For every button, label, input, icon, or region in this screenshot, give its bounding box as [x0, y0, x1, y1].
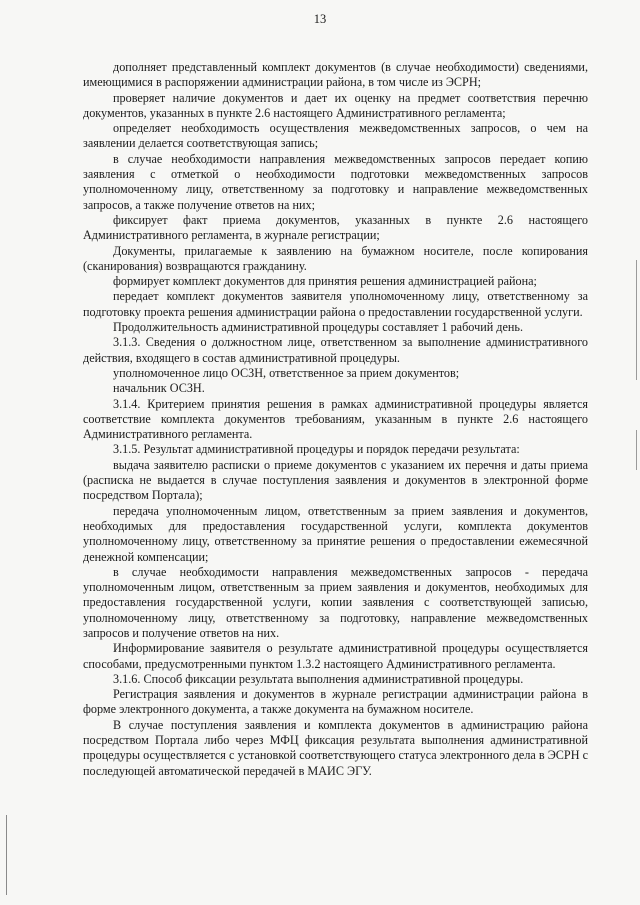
paragraph: выдача заявителю расписки о приеме документов с указанием их перечня и даты приема (расписка не выдается в случае поступления заявления и документов в электронной форме посредством Портала); [83, 457, 588, 503]
paragraph: Документы, прилагаемые к заявлению на бумажном носителе, после копирования (сканирования) возвращаются гражданину. [83, 243, 588, 273]
paragraph: Информирование заявителя о результате административной процедуры осуществляется способами, предусмотренными пунктом 1.3.2 настоящего Административного регламента. [83, 641, 588, 671]
paragraph: фиксирует факт приема документов, указанных в пункте 2.6 настоящего Административного регламента, в журнале регистрации; [83, 212, 588, 243]
document-body [83, 60, 588, 779]
paragraph: проверяет наличие документов и дает их оценку на предмет соответствия перечню документов, указанных в пункте 2.6 настоящего Административного регламента; [83, 90, 588, 120]
paragraph: 3.1.6. Способ фиксации результата выполнения административной процедуры. [113, 671, 524, 686]
page-number: 13 [313, 12, 327, 26]
paragraph: передает комплект документов заявителя уполномоченному лицу, ответственному за подготовку проекта решения администрации района о предоставлении государственной услуги. [83, 289, 588, 319]
paragraph: 3.1.4. Критерием принятия решения в рамках административной процедуры является соответствие комплекта документов требованиям, указанным в пункте 2.6 настоящего Административного регламента. [83, 396, 588, 442]
paragraph: дополняет представленный комплект документов (в случае необходимости) сведениями, имеющимися в распоряжении администрации района, в том числе из ЭСРН; [83, 60, 588, 90]
paragraph: 3.1.5. Результат административной процедуры и порядок передачи результата: [113, 442, 520, 457]
scan-edge-mark [636, 430, 637, 470]
scan-edge-mark [6, 815, 7, 895]
paragraph: начальник ОСЗН. [113, 381, 205, 396]
paragraph: в случае необходимости направления межведомственных запросов передает копию заявления с отметкой о необходимости подготовки межведомственных запросов уполномоченному лицу, ответственному за подготовку и направление межведомственных запросов, а также получение ответов на них; [83, 151, 588, 212]
paragraph: передача уполномоченным лицом, ответственным за прием заявления и документов, необходимых для предоставления государственной услуги, комплекта документов уполномоченному лицу, ответственному за принятие решения о предоставлении ежемесячной денежной компенсации; [83, 503, 588, 564]
scan-edge-mark [636, 260, 637, 380]
paragraph: уполномоченное лицо ОСЗН, ответственное за прием документов; [113, 365, 460, 380]
paragraph: формирует комплект документов для принятия решения администрацией района; [113, 274, 537, 289]
paragraph: Регистрация заявления и документов в журнале регистрации администрации района в форме электронного документа, а также документа на бумажном носителе. [83, 687, 588, 717]
paragraph: Продолжительность административной процедуры составляет 1 рабочий день. [113, 320, 524, 335]
paragraph: 3.1.3. Сведения о должностном лице, ответственном за выполнение административного действия, входящего в состав административной процедуры. [83, 335, 588, 365]
paragraph: определяет необходимость осуществления межведомственных запросов, о чем на заявлении делается соответствующая запись; [83, 121, 588, 151]
paragraph: в случае необходимости направления межведомственных запросов - передача уполномоченным лицом, ответственным за прием заявления и документов, необходимых для предоставления государственной услуги, копии заявления с соответствующей записью, уполномоченному лицу, ответственному за подготовку, направление межведомственных запросов и получение ответов на них. [83, 564, 588, 640]
paragraph: В случае поступления заявления и комплекта документов в администрацию района посредством Портала либо через МФЦ фиксация результата выполнения административной процедуры осуществляется с установкой соответствующего статуса электронного дела в ЭСРН с последующей автоматической передачей в МАИС ЭГУ. [83, 717, 588, 778]
